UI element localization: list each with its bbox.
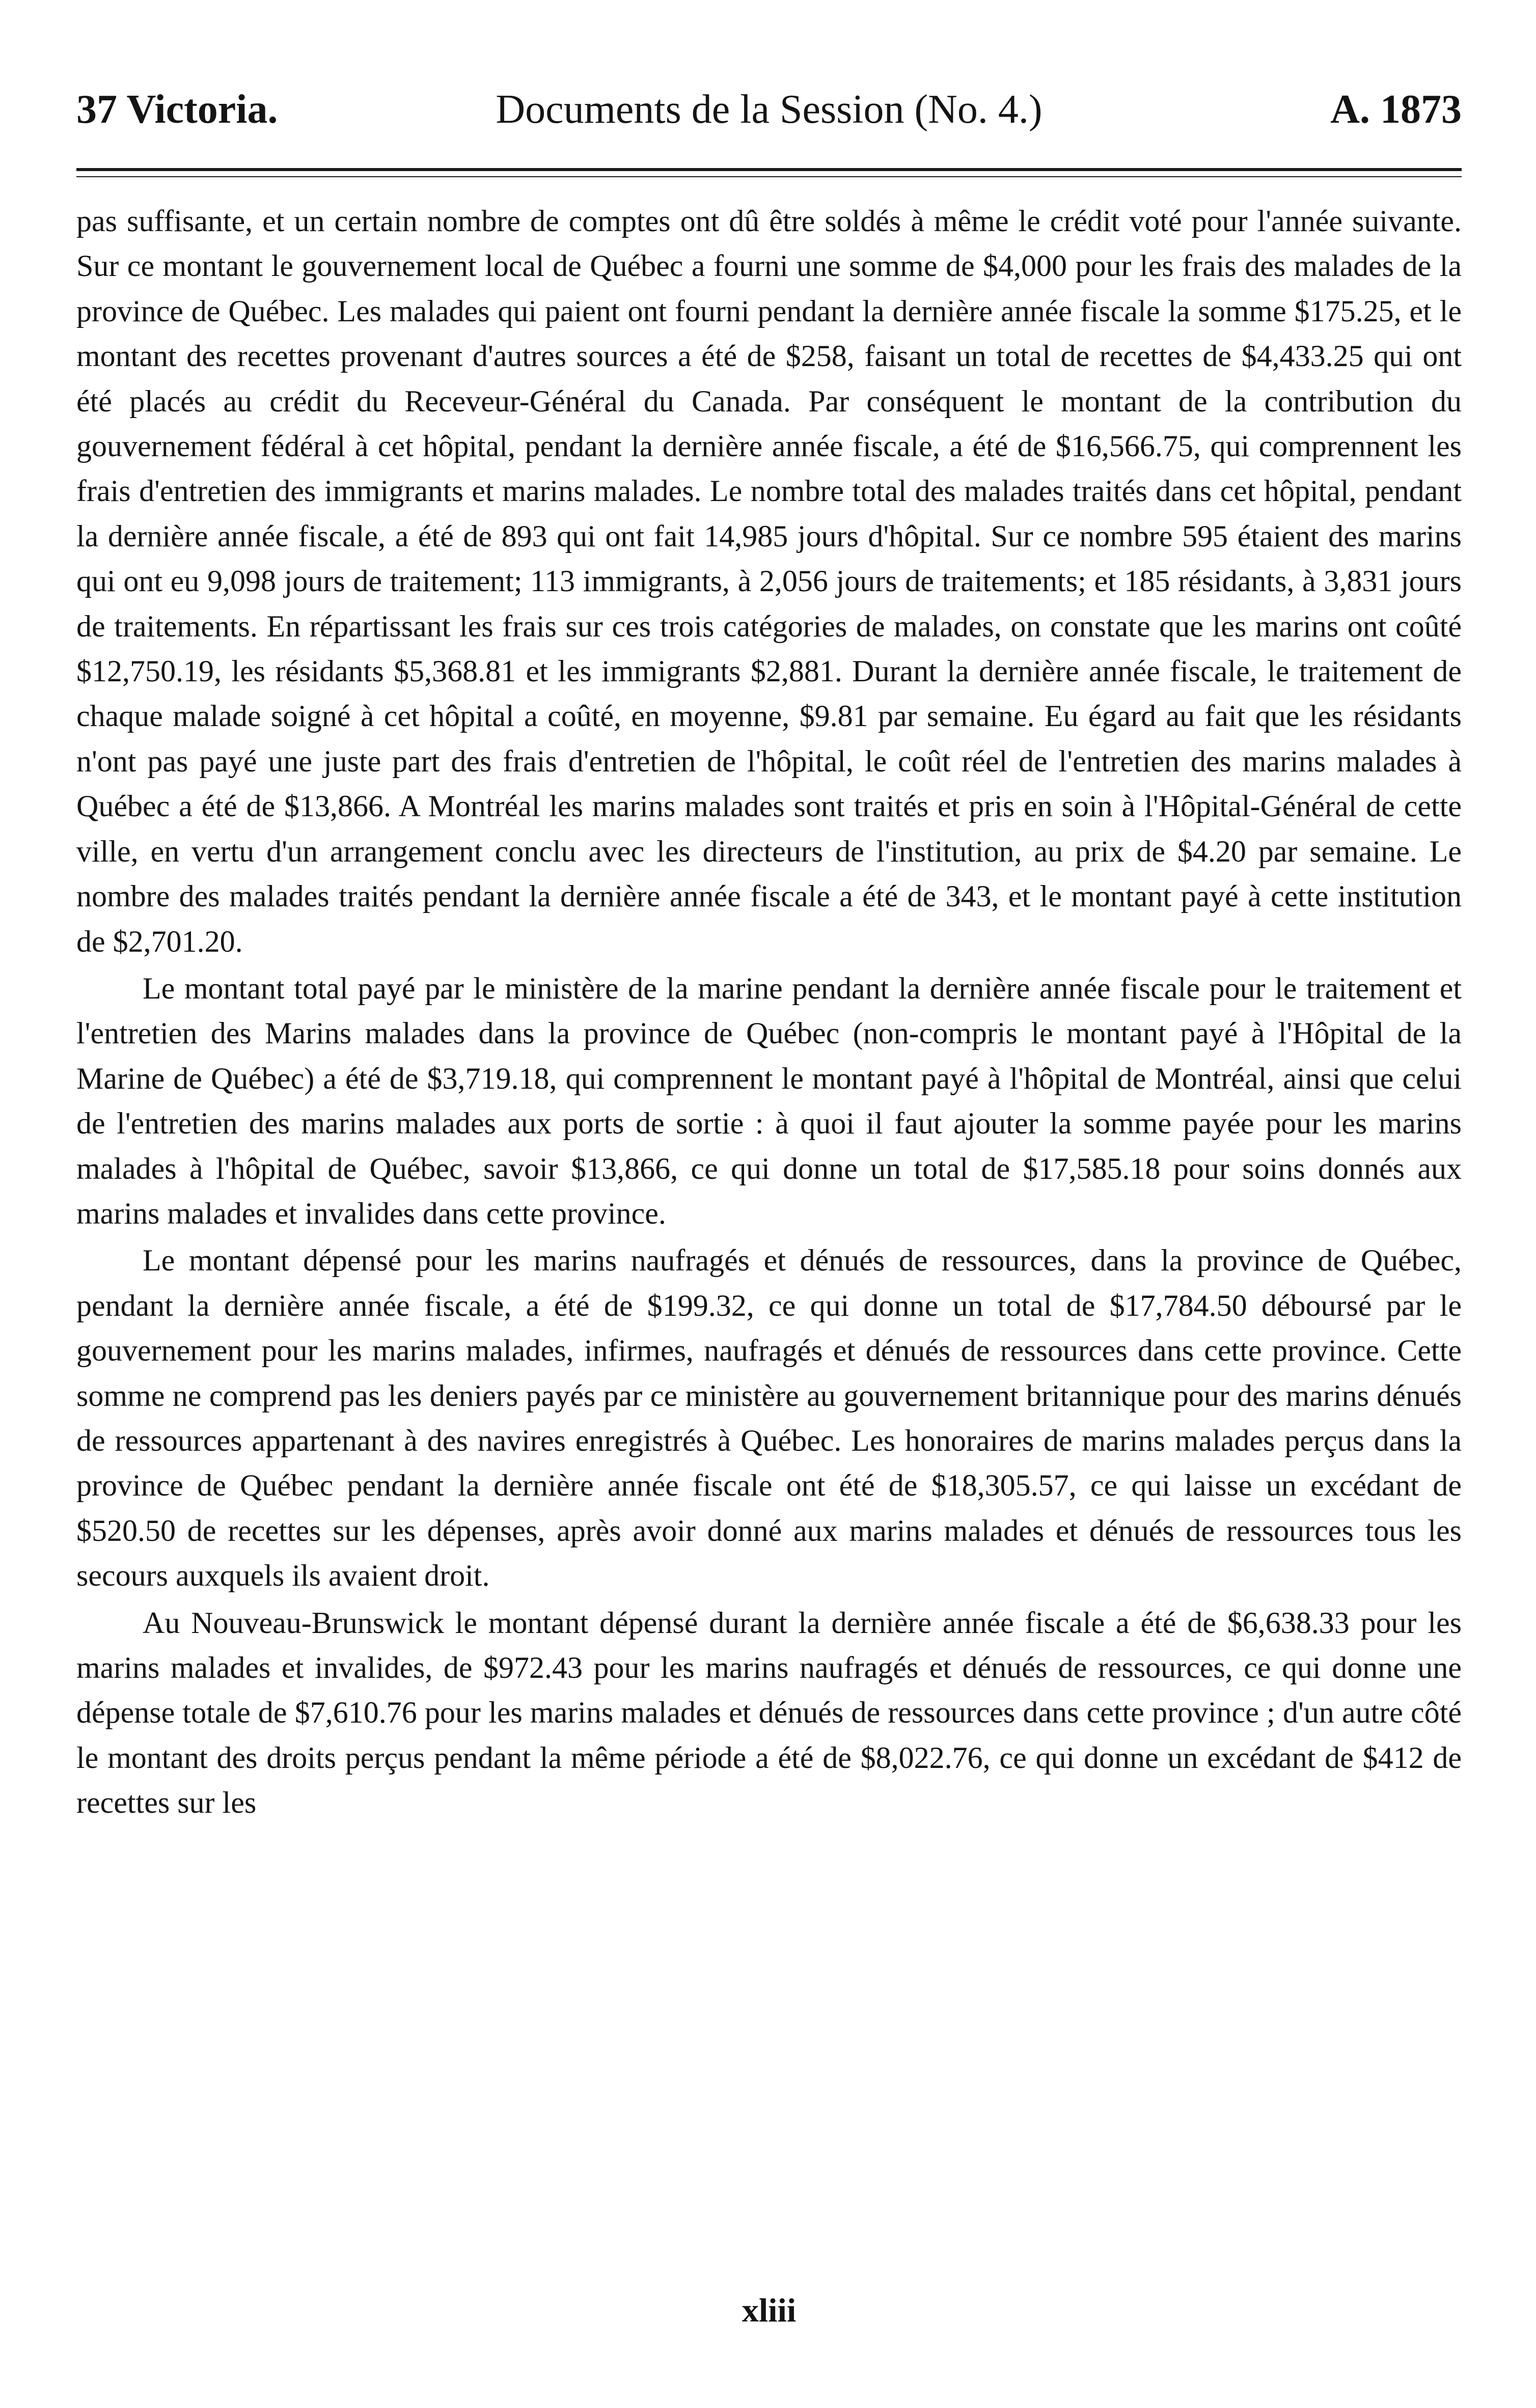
paragraph-4: Au Nouveau-Brunswick le montant dépensé durant la dernière année fiscale a été de $6,638.33 pour les marins malades et invalides, de $972.43 pour les marins naufragés et dénués de ressources, ce qui donne une dépense totale de $7,610.76 pour les marins malades et dénués de ressources dans cette province ; d'un autre côté le montant des droits perçus pendant la même période a été de $8,022.76, ce qui donne un excédant de $412 de recettes sur les [76, 1606, 1462, 1820]
header-volume: 37 Victoria. [76, 87, 278, 132]
paragraph-3: Le montant dépensé pour les marins naufragés et dénués de ressources, dans la province de Québec, pendant la dernière année fiscale, a été de $199.32, ce qui donne un total de $17,784.50 déboursé par le gouvernement pour les marins malades, infirmes, naufragés et dénués de ressources dans cette province. Cette somme ne comprend pas les deniers payés par ce ministère au gouvernement britannique pour des marins dénués de ressources appartenant à des navires enregistrés à Québec. Les honoraires de marins malades perçus dans la province de Québec pendant la dernière année fiscale ont été de $18,305.57, ce qui laisse un excédant de $520.50 de recettes sur les dépenses, après avoir donné aux marins malades et dénués de ressources tous les secours auxquels ils avaient droit. [76, 1243, 1462, 1593]
header-rule-thick [76, 168, 1462, 171]
running-header [76, 76, 1462, 137]
page-number: xliii [742, 2292, 797, 2329]
header-rule-thin [76, 176, 1462, 177]
document-page [76, 76, 1462, 2347]
body-text [76, 199, 1462, 1828]
header-title: Documents de la Session (No. 4.) [496, 87, 1043, 132]
paragraph-2: Le montant total payé par le ministère de la marine pendant la dernière année fiscale pour le traitement et l'entretien des Marins malades dans la province de Québec (non-compris le montant payé à l'Hôpital de la Marine de Québec) a été de $3,719.18, qui comprennent le montant payé à l'hôpital de Montréal, ainsi que celui de l'entretien des marins malades aux ports de sortie : à quoi il faut ajouter la somme payée pour les marins malades à l'hôpital de Québec, savoir $13,866, ce qui donne un total de $17,585.18 pour soins donnés aux marins malades et invalides dans cette province. [76, 971, 1462, 1230]
paragraph-1: pas suffisante, et un certain nombre de comptes ont dû être soldés à même le crédit voté pour l'année suivante. Sur ce montant le gouvernement local de Québec a fourni une somme de $4,000 pour les frais des malades de la province de Québec. Les malades qui paient ont fourni pendant la dernière année fiscale la somme $175.25, et le montant des recettes provenant d'autres sources a été de $258, faisant un total de recettes de $4,433.25 qui ont été placés au crédit du Receveur-Général du Canada. Par conséquent le montant de la contribution du gouvernement fédéral à cet hôpital, pendant la dernière année fiscale, a été de $16,566.75, qui comprennent les frais d'entretien des immigrants et marins malades. Le nombre total des malades traités dans cet hôpital, pendant la dernière année fiscale, a été de 893 qui ont fait 14,985 jours d'hôpital. Sur ce nombre 595 étaient des marins qui ont eu 9,098 jours de traitement; 113 immigrants, à 2,056 jours de traitements; et 185 résidants, à 3,831 jours de traitements. En répartissant les frais sur ces trois catégories de malades, on constate que les marins ont coûté $12,750.19, les résidants $5,368.81 et les immigrants $2,881. Durant la dernière année fiscale, le traitement de chaque malade soigné à cet hôpital a coûté, en moyenne, $9.81 par semaine. Eu égard au fait que les résidants n'ont pas payé une juste part des frais d'entretien de l'hôpital, le coût réel de l'entretien des marins malades à Québec a été de $13,866. A Montréal les marins malades sont traités et pris en soin à l'Hôpital-Général de cette ville, en vertu d'un arrangement conclu avec les directeurs de l'institution, au prix de $4.20 par semaine. Le nombre des malades traités pendant la dernière année fiscale a été de 343, et le montant payé à cette institution de $2,701.20. [76, 204, 1462, 958]
header-year: A. 1873 [1330, 87, 1462, 132]
